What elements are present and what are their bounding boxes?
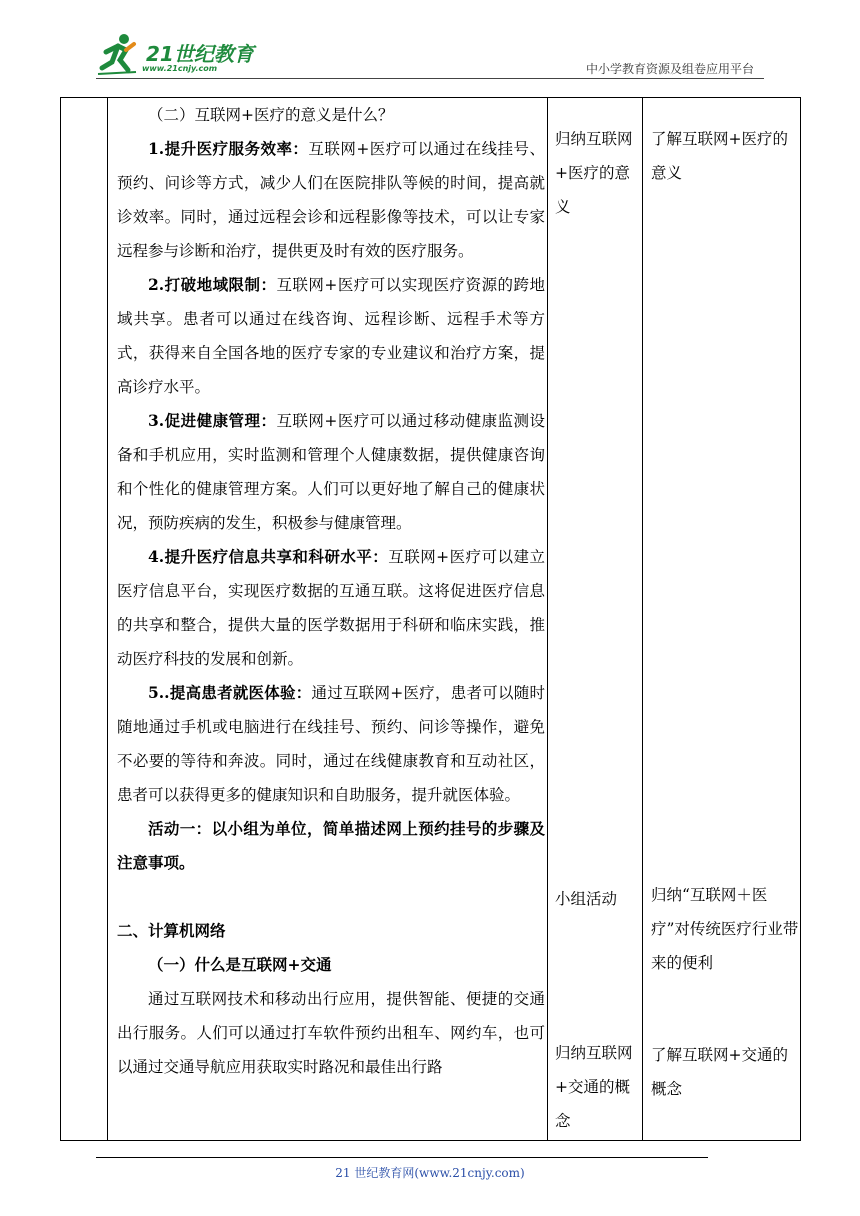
paragraph	[117, 268, 545, 404]
goal-cell: 了解互联网+医疗的意义	[651, 130, 788, 182]
section-heading: 二、计算机网络	[117, 921, 226, 940]
paragraph-heading: 5..提高患者就医体验：	[148, 683, 312, 702]
platform-name: 中小学教育资源及组卷应用平台	[585, 62, 754, 76]
table-column-divider	[642, 98, 643, 1140]
paragraph-text: 互联网+医疗可以通过在线挂号、预约、问诊等方式，减少人们在医院排队等候的时间，提高就诊效率。同时，通过远程会诊和远程影像等技术，可以让专家远程参与诊断和治疗，提供更及时有效的医疗服务。	[117, 140, 545, 260]
footer-link[interactable]: 21 世纪教育网(www.21cnjy.com)	[335, 1166, 525, 1180]
paragraph	[117, 132, 545, 268]
table-column-divider	[547, 98, 548, 1140]
paragraph	[117, 676, 545, 812]
paragraph-heading: 4.提升医疗信息共享和科研水平：	[148, 547, 389, 566]
paragraph	[117, 404, 545, 540]
runner-icon	[96, 32, 140, 76]
question-title: （二）互联网+医疗的意义是什么？	[148, 106, 394, 124]
logo-text: 21世纪教育	[146, 42, 254, 66]
goal-cell: 归纳“互联网＋医疗”对传统医疗行业带来的便利	[651, 886, 799, 972]
paragraph-text: 互联网+医疗可以通过移动健康监测设备和手机应用，实时监测和管理个人健康数据，提供健康咨询和个性化的健康管理方案。人们可以更好地了解自己的健康状况，预防疾病的发生，积极参与健康管理。	[117, 412, 545, 532]
paragraph-text: 互联网+医疗可以建立医疗信息平台，实现医疗数据的互通互联。这将促进医疗信息的共享和整合，提供大量的医学数据用于科研和临床实践，推动医疗科技的发展和创新。	[117, 548, 545, 668]
footer-divider	[96, 1157, 708, 1158]
paragraph-heading: 3.促进健康管理：	[148, 411, 277, 430]
lesson-table	[60, 97, 801, 1141]
question-title: （一）什么是互联网+交通	[148, 955, 332, 974]
activity-text: 活动一：以小组为单位，简单描述网上预约挂号的步骤及注意事项。	[117, 819, 545, 872]
paragraph-text: 互联网+医疗可以实现医疗资源的跨地域共享。患者可以通过在线咨询、远程诊断、远程手术等方式，获得来自全国各地的医疗专家的专业建议和治疗方案，提高诊疗水平。	[117, 276, 545, 396]
paragraph-heading: 2.打破地域限制：	[148, 275, 277, 294]
page-header	[0, 0, 860, 82]
method-cell: 归纳互联网+交通的概念	[555, 1044, 633, 1130]
table-column-divider	[107, 98, 108, 1140]
paragraph	[117, 540, 545, 676]
site-logo[interactable]	[96, 32, 266, 78]
header-divider	[96, 78, 764, 79]
logo-url: www.21cnjy.com	[142, 64, 218, 73]
paragraph-text: 通过互联网+医疗，患者可以随时随地通过手机或电脑进行在线挂号、预约、问诊等操作，避免不必要的等待和奔波。同时，通过在线健康教育和互动社区，患者可以获得更多的健康知识和自助服务，提升就医体验。	[117, 684, 545, 804]
paragraph-text: 通过互联网技术和移动出行应用，提供智能、便捷的交通出行服务。人们可以通过打车软件预约出租车、网约车，也可以通过交通导航应用获取实时路况和最佳出行路	[117, 990, 545, 1076]
method-cell: 小组活动	[555, 890, 618, 908]
paragraph-heading: 1.提升医疗服务效率：	[148, 139, 309, 158]
method-cell: 归纳互联网+医疗的意义	[555, 130, 633, 216]
content-cell	[117, 98, 545, 1084]
goal-cell: 了解互联网+交通的概念	[651, 1046, 788, 1098]
